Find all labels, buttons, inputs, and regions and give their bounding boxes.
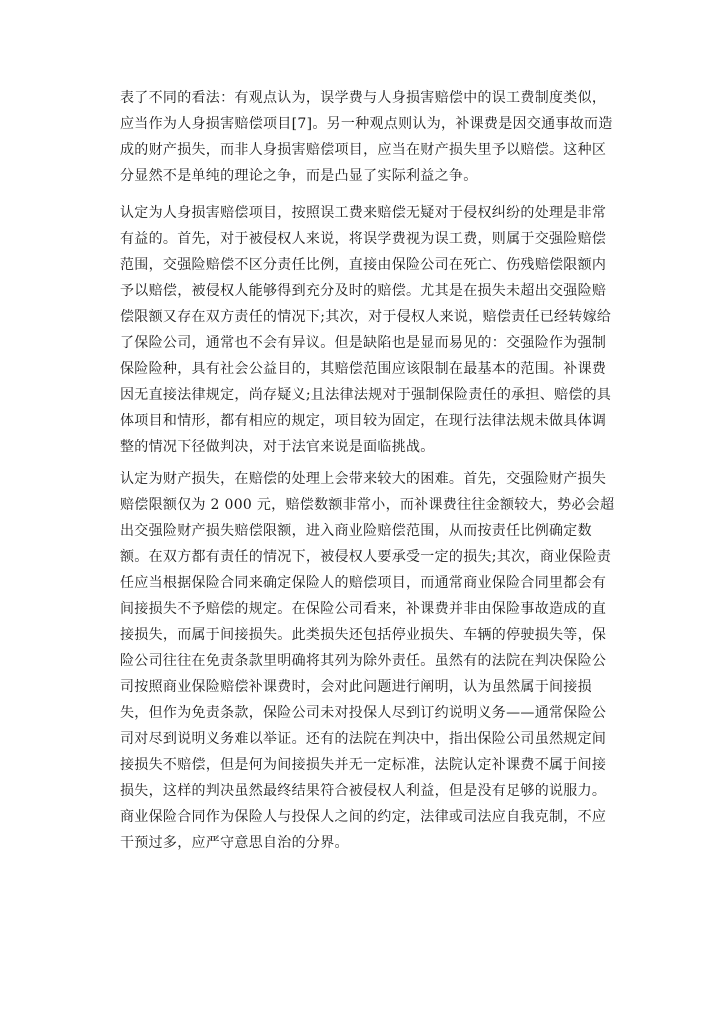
paragraph-line: 出交强险财产损失赔偿限额，进入商业险赔偿范围，从而按责任比例确定数 [120,523,592,539]
paragraph-line: 体项目和情形，都有相应的规定，项目较为固定，在现行法律法规未做具体调 [120,413,607,429]
paragraph-line: 损失，这样的判决虽然最终结果符合被侵权人利益，但是没有足够的说服力。 [120,783,607,799]
paragraph-line: 认定为财产损失，在赔偿的处理上会带来较大的困难。首先，交强险财产损失 [120,471,607,487]
paragraph-line: 接损失，而属于间接损失。此类损失还包括停业损失、车辆的停驶损失等，保 [120,627,607,643]
paragraph-line: 认定为人身损害赔偿项目，按照误工费来赔偿无疑对于侵权纠纷的处理是非常 [120,205,607,221]
paragraph-line: 接损失不赔偿，但是何为间接损失并无一定标准，法院认定补课费不属于间接 [120,757,607,773]
paragraph-line: 间接损失不予赔偿的规定。在保险公司看来，补课费并非由保险事故造成的直 [120,601,607,617]
paragraph-line: 额。在双方都有责任的情况下，被侵权人要承受一定的损失;其次，商业保险责 [120,549,612,565]
paragraph-line: 因无直接法律规定，尚存疑义;且法律法规对于强制保险责任的承担、赔偿的具 [120,387,612,403]
paragraph-line: 赔偿限额仅为 2 000 元，赔偿数额非常小，而补课费往往金额较大，势必会超 [120,497,615,513]
paragraph-line: 干预过多，应严守意思自治的分界。 [120,835,349,851]
paragraph-line: 任应当根据保险合同来确定保险人的赔偿项目，而通常商业保险合同里都会有 [120,575,607,591]
paragraph-2 [120,200,610,460]
paragraph-line: 整的情况下径做判决，对于法官来说是面临挑战。 [120,439,435,455]
paragraph-line: 了保险公司，通常也不会有异议。但是缺陷也是显而易见的：交强险作为强制 [120,335,607,351]
paragraph-line: 表了不同的看法：有观点认为，误学费与人身损害赔偿中的误工费制度类似， [120,90,607,106]
paragraph-1 [120,85,613,189]
paragraph-line: 司对尽到说明义务难以举证。还有的法院在判决中，指出保险公司虽然规定间 [120,731,607,747]
paragraph-line: 失，但作为免责条款，保险公司未对投保人尽到订约说明义务——通常保险公 [120,705,607,721]
paragraph-line: 范围，交强险赔偿不区分责任比例，直接由保险公司在死亡、伤残赔偿限额内 [120,257,607,273]
paragraph-line: 偿限额又存在双方责任的情况下;其次，对于侵权人来说，赔偿责任已经转嫁给 [120,309,612,325]
paragraph-line: 予以赔偿，被侵权人能够得到充分及时的赔偿。尤其是在损失未超出交强险赔 [120,283,607,299]
paragraph-line: 应当作为人身损害赔偿项目[7]。另一种观点则认为，补课费是因交通事故而造 [120,116,613,132]
paragraph-line: 司按照商业保险赔偿补课费时，会对此问题进行阐明，认为虽然属于间接损 [120,679,592,695]
paragraph-line: 险公司往往在免责条款里明确将其列为除外责任。虽然有的法院在判决保险公 [120,653,607,669]
paragraph-line: 商业保险合同作为保险人与投保人之间的约定，法律或司法应自我克制，不应 [120,809,607,825]
paragraph-3 [120,466,615,856]
paragraph-line: 有益的。首先，对于被侵权人来说，将误学费视为误工费，则属于交强险赔偿 [120,231,607,247]
paragraph-line: 保险险种，具有社会公益目的，其赔偿范围应该限制在最基本的范围。补课费 [120,361,607,377]
paragraph-line: 分显然不是单纯的理论之争，而是凸显了实际利益之争。 [120,168,478,184]
paragraph-line: 成的财产损失，而非人身损害赔偿项目，应当在财产损失里予以赔偿。这种区 [120,142,607,158]
